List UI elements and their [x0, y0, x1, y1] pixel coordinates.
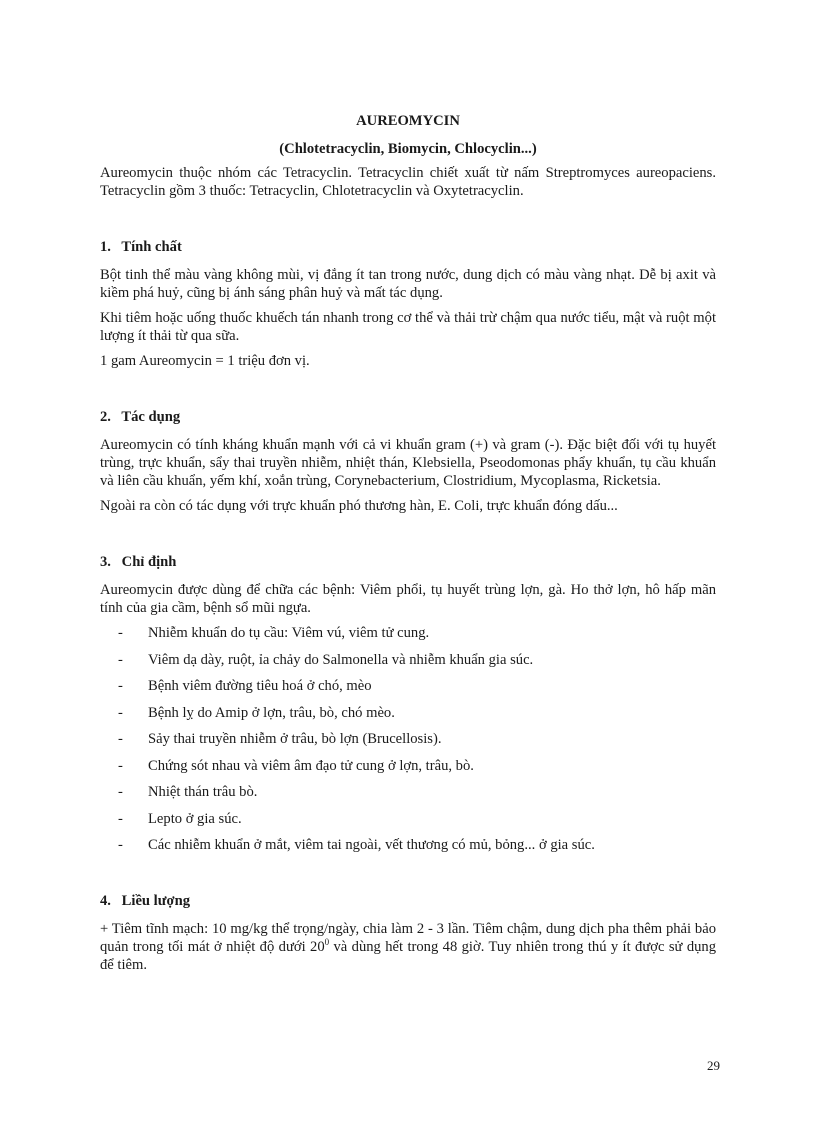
- section-number: 3.: [100, 554, 111, 570]
- degree-superscript: 0: [324, 937, 330, 948]
- section-title: Tính chất: [121, 239, 182, 255]
- list-item: [100, 730, 716, 748]
- intro-paragraph: Aureomycin thuộc nhóm các Tetracyclin. Tetracyclin chiết xuất từ nấm Streptromyces aureopaciens. Tetracyclin gồm 3 thuốc: Tetracyclin, Chlotetracyclin và Oxytetracyclin.: [100, 165, 716, 199]
- dash-bullet: -: [118, 731, 123, 747]
- dash-bullet: -: [118, 651, 123, 668]
- list-item-text: Viêm dạ dày, ruột, ỉa chảy do Salmonella và nhiễm khuẩn gia súc.: [148, 651, 534, 668]
- section-heading-chi-dinh: [100, 553, 716, 571]
- dash-bullet: -: [118, 757, 123, 774]
- paragraph: Ngoài ra còn có tác dụng với trực khuẩn phó thương hàn, E. Coli, trực khuẩn đóng dấu...: [100, 498, 618, 514]
- list-item: [100, 704, 716, 722]
- list-item: [100, 677, 716, 695]
- section-number: 1.: [100, 239, 111, 255]
- list-item: [100, 836, 716, 854]
- list-item-text: Bệnh lỵ do Amip ở lợn, trâu, bò, chó mèo.: [148, 704, 395, 721]
- list-item: [100, 651, 716, 669]
- dash-bullet: -: [118, 625, 123, 641]
- section-number: 4.: [100, 893, 111, 909]
- list-item-text: Nhiễm khuẩn do tụ cầu: Viêm vú, viêm tử cung.: [148, 625, 430, 641]
- list-item-text: Bệnh viêm đường tiêu hoá ở chó, mèo: [148, 678, 372, 694]
- list-item-text: Sảy thai truyền nhiễm ở trâu, bò lợn (Brucellosis).: [148, 731, 442, 747]
- document-title: AUREOMYCIN: [356, 113, 460, 129]
- dosage-text: + Tiêm tĩnh mạch: 10 mg/kg thể trọng/ngày, chia làm 2 - 3 lần. Tiêm chậm, dung dịch pha thêm phải bảo quản trong tối mát ở nhiệt độ dưới 20: [100, 921, 716, 955]
- list-item: [100, 783, 716, 801]
- section-heading-tac-dung: [100, 408, 716, 426]
- list-item: [100, 757, 716, 775]
- section-title: Tác dụng: [121, 409, 181, 425]
- dosage-text-continued: và dùng hết trong 48 giờ. Tuy nhiên trong thú y ít được sử dụng để tiêm.: [100, 939, 717, 973]
- list-item: [100, 810, 716, 828]
- section-heading-lieu-luong: [100, 892, 716, 910]
- list-item-text: Các nhiễm khuẩn ở mắt, viêm tai ngoài, vết thương có mủ, bỏng... ở gia súc.: [148, 837, 595, 853]
- page-number: 29: [707, 1058, 720, 1073]
- section-title: Liều lượng: [121, 893, 190, 909]
- paragraph: Khi tiêm hoặc uống thuốc khuếch tán nhanh trong cơ thể và thải trừ chậm qua nước tiểu, mật và ruột một lượng ít thải từ qua sữa.: [100, 310, 716, 344]
- dash-bullet: -: [118, 784, 123, 800]
- paragraph: 1 gam Aureomycin = 1 triệu đơn vị.: [100, 353, 310, 369]
- indication-list: [100, 624, 716, 854]
- list-item-text: Nhiệt thán trâu bò.: [148, 784, 258, 800]
- list-item: [100, 624, 716, 642]
- section-number: 2.: [100, 409, 111, 425]
- document-page: [100, 112, 716, 981]
- paragraph: Aureomycin có tính kháng khuẩn mạnh với cả vi khuẩn gram (+) và gram (-). Đặc biệt đối với tụ huyết trùng, trực khuẩn, sẩy thai truyền nhiễm, nhiệt thán, Klebsiella, Pseodomonas phẩy khuẩn, tụ cầu khuẩn và liên cầu khuẩn, yếm khí, xoắn trùng, Corynebacterium, Clostridium, Mycoplasma, Ricketsia.: [100, 437, 716, 489]
- dash-bullet: -: [118, 837, 123, 853]
- dash-bullet: -: [118, 678, 123, 694]
- paragraph: Bột tinh thể màu vàng không mùi, vị đắng ít tan trong nước, dung dịch có màu vàng nhạt. Dễ bị axit và kiềm phá huỷ, cũng bị ánh sáng phân huỷ và mất tác dụng.: [100, 267, 716, 301]
- dash-bullet: -: [118, 704, 123, 721]
- paragraph: Aureomycin được dùng để chữa các bệnh: Viêm phổi, tụ huyết trùng lợn, gà. Ho thở lợn, hô hấp mãn tính của gia cầm, bệnh sổ mũi ngựa.: [100, 582, 716, 616]
- section-heading-tinh-chat: [100, 238, 716, 256]
- dash-bullet: -: [118, 810, 123, 827]
- dosage-paragraph: [100, 920, 716, 974]
- section-title: Chỉ định: [121, 554, 177, 570]
- document-subtitle: (Chlotetracyclin, Biomycin, Chlocyclin...): [279, 141, 537, 157]
- list-item-text: Chứng sót nhau và viêm âm đạo tử cung ở lợn, trâu, bò.: [148, 757, 474, 774]
- list-item-text: Lepto ở gia súc.: [148, 810, 242, 827]
